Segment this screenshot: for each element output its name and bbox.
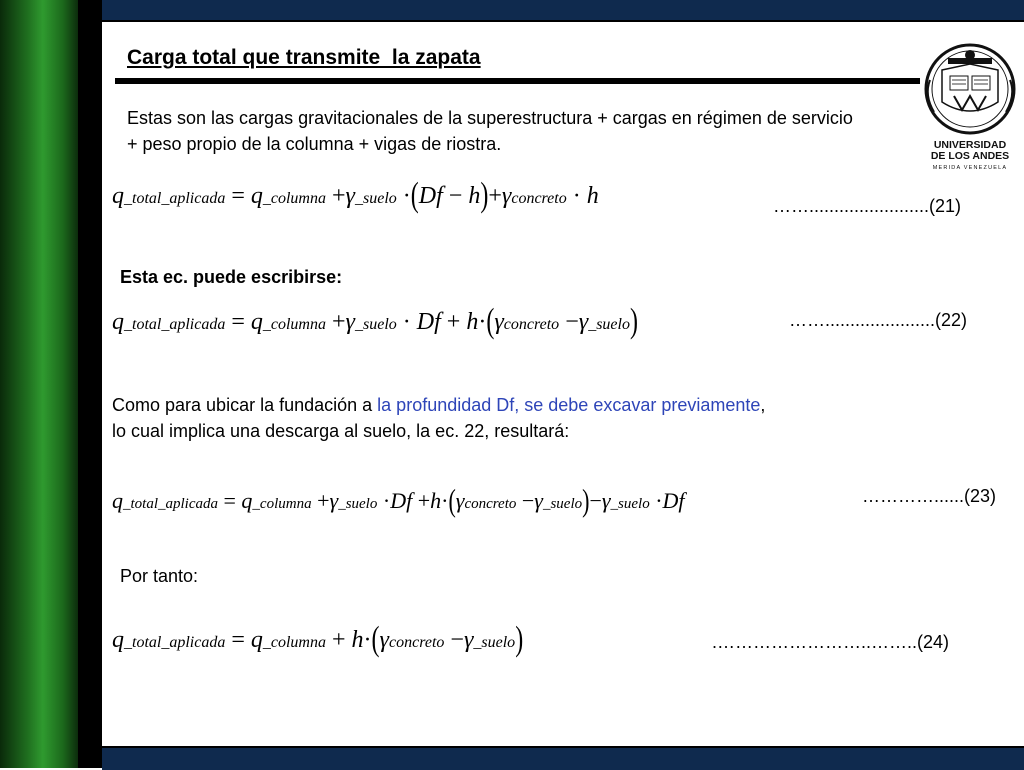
symbol-gamma: γ [578, 309, 589, 335]
dot-operator: · [363, 627, 372, 653]
equation-24 [112, 621, 524, 659]
rewrite-heading: Esta ec. puede escribirse: [120, 267, 343, 287]
dot-operator: · [478, 309, 487, 335]
symbol-h: h [430, 488, 442, 513]
subscript-suelo: _suelo [610, 496, 650, 512]
foundation-text-line2: lo cual implica una descarga al suelo, la ec. 22, resultará: [112, 421, 570, 441]
symbol-gamma: γ [601, 488, 611, 513]
minus-sign: − [450, 627, 464, 653]
subscript-columna: _columna [262, 634, 326, 651]
plus-sign: + [331, 309, 346, 335]
dot-operator: · [402, 309, 411, 335]
symbol-q: q [250, 309, 263, 335]
left-paren: ( [448, 482, 456, 519]
minus-sign: − [448, 183, 463, 209]
plus-sign: + [331, 627, 346, 653]
minus-sign: − [589, 488, 602, 513]
equals-sign: = [223, 488, 236, 513]
plus-sign: + [317, 488, 330, 513]
equation-24-number: .……………………..……..(24) [712, 632, 950, 652]
equals-sign: = [231, 183, 245, 209]
left-paren: ( [371, 621, 380, 659]
symbol-gamma: γ [494, 309, 504, 335]
equation-21-number: ……........................(21) [773, 196, 962, 216]
subscript-total-aplicada: _total_aplicada [124, 634, 226, 651]
bottom-navy-bar [102, 746, 1024, 770]
foundation-text-highlight: la profundidad Df, se debe excavar previamente [377, 395, 761, 415]
foundation-text-part1: Como para ubicar la fundación a [112, 395, 378, 415]
university-seal-icon [920, 40, 1020, 138]
minus-sign: − [521, 488, 535, 513]
subscript-suelo: _suelo [542, 496, 583, 512]
subscript-suelo: _suelo [338, 496, 378, 512]
symbol-gamma: γ [345, 309, 355, 335]
subscript-concreto: concreto [389, 634, 445, 651]
equation-22-number: ……......................(22) [789, 310, 968, 330]
symbol-gamma: γ [379, 627, 389, 653]
foundation-paragraph [112, 392, 962, 444]
minus-sign: − [565, 309, 579, 335]
symbol-gamma: γ [329, 488, 339, 513]
subscript-columna: _columna [252, 496, 312, 512]
subscript-concreto: concreto [503, 316, 560, 333]
subscript-concreto: concreto [464, 496, 517, 512]
symbol-h: h [466, 309, 479, 335]
therefore-label: Por tanto: [120, 566, 199, 586]
right-paren: ) [480, 177, 489, 215]
plus-sign: + [417, 488, 431, 513]
symbol-Df: Df [390, 488, 413, 513]
foundation-text-part2: , [760, 395, 766, 415]
subscript-concreto: concreto [511, 190, 567, 207]
equals-sign: = [231, 627, 245, 653]
subscript-suelo: _suelo [355, 190, 397, 207]
subscript-total-aplicada: _total_aplicada [124, 190, 226, 207]
symbol-gamma: γ [455, 488, 465, 513]
symbol-Df: Df [662, 488, 685, 513]
left-green-bar [0, 0, 78, 768]
equation-21 [112, 177, 599, 215]
symbol-gamma: γ [345, 183, 355, 209]
symbol-gamma: γ [463, 627, 474, 653]
university-logo [920, 40, 1020, 171]
intro-paragraph: Estas son las cargas gravitacionales de la superestructura + cargas en régimen de servicio + peso propio de la columna + vigas de riostra. [127, 108, 853, 154]
symbol-h: h [468, 183, 481, 209]
symbol-q: q [241, 488, 253, 513]
subscript-total-aplicada: _total_aplicada [123, 496, 218, 512]
logo-university-name [920, 140, 1020, 162]
symbol-h: h [351, 627, 364, 653]
symbol-q: q [250, 627, 263, 653]
title-underline-rule [115, 78, 920, 84]
top-navy-bar [102, 0, 1024, 22]
dot-operator: · [402, 183, 411, 209]
symbol-Df: Df [418, 183, 443, 209]
logo-location: MERIDA VENEZUELA [932, 165, 1008, 171]
left-black-strip [78, 0, 102, 768]
dot-operator: · [382, 488, 391, 513]
symbol-q: q [112, 183, 124, 209]
symbol-h: h [586, 183, 599, 209]
symbol-gamma: γ [534, 488, 543, 513]
subscript-suelo: _suelo [355, 316, 397, 333]
symbol-q: q [250, 183, 263, 209]
symbol-q: q [112, 488, 123, 513]
subscript-columna: _columna [262, 190, 326, 207]
logo-name-line2: DE LOS ANDES [930, 150, 1010, 162]
subscript-columna: _columna [262, 316, 326, 333]
equation-23 [112, 482, 685, 519]
right-paren: ) [629, 303, 638, 341]
plus-sign: + [446, 309, 461, 335]
symbol-gamma: γ [501, 183, 512, 209]
subscript-suelo: _suelo [473, 634, 516, 651]
symbol-Df: Df [416, 309, 441, 335]
dot-operator: · [655, 488, 663, 513]
right-paren: ) [515, 621, 524, 659]
subscript-suelo: _suelo [588, 316, 630, 333]
equals-sign: = [231, 309, 245, 335]
dot-operator: · [441, 488, 449, 513]
logo-name-line1: UNIVERSIDAD [933, 139, 1007, 151]
right-paren: ) [582, 482, 590, 519]
slide-title: Carga total que transmite la zapata [127, 46, 481, 69]
symbol-q: q [112, 309, 124, 335]
equation-22 [112, 303, 638, 341]
plus-sign: + [331, 183, 346, 209]
plus-sign: + [488, 183, 502, 209]
equation-23-number: …………......(23) [862, 486, 997, 506]
left-paren: ( [410, 177, 419, 215]
dot-operator: · [572, 183, 581, 209]
subscript-total-aplicada: _total_aplicada [124, 316, 226, 333]
symbol-q: q [112, 627, 124, 653]
left-paren: ( [486, 303, 495, 341]
